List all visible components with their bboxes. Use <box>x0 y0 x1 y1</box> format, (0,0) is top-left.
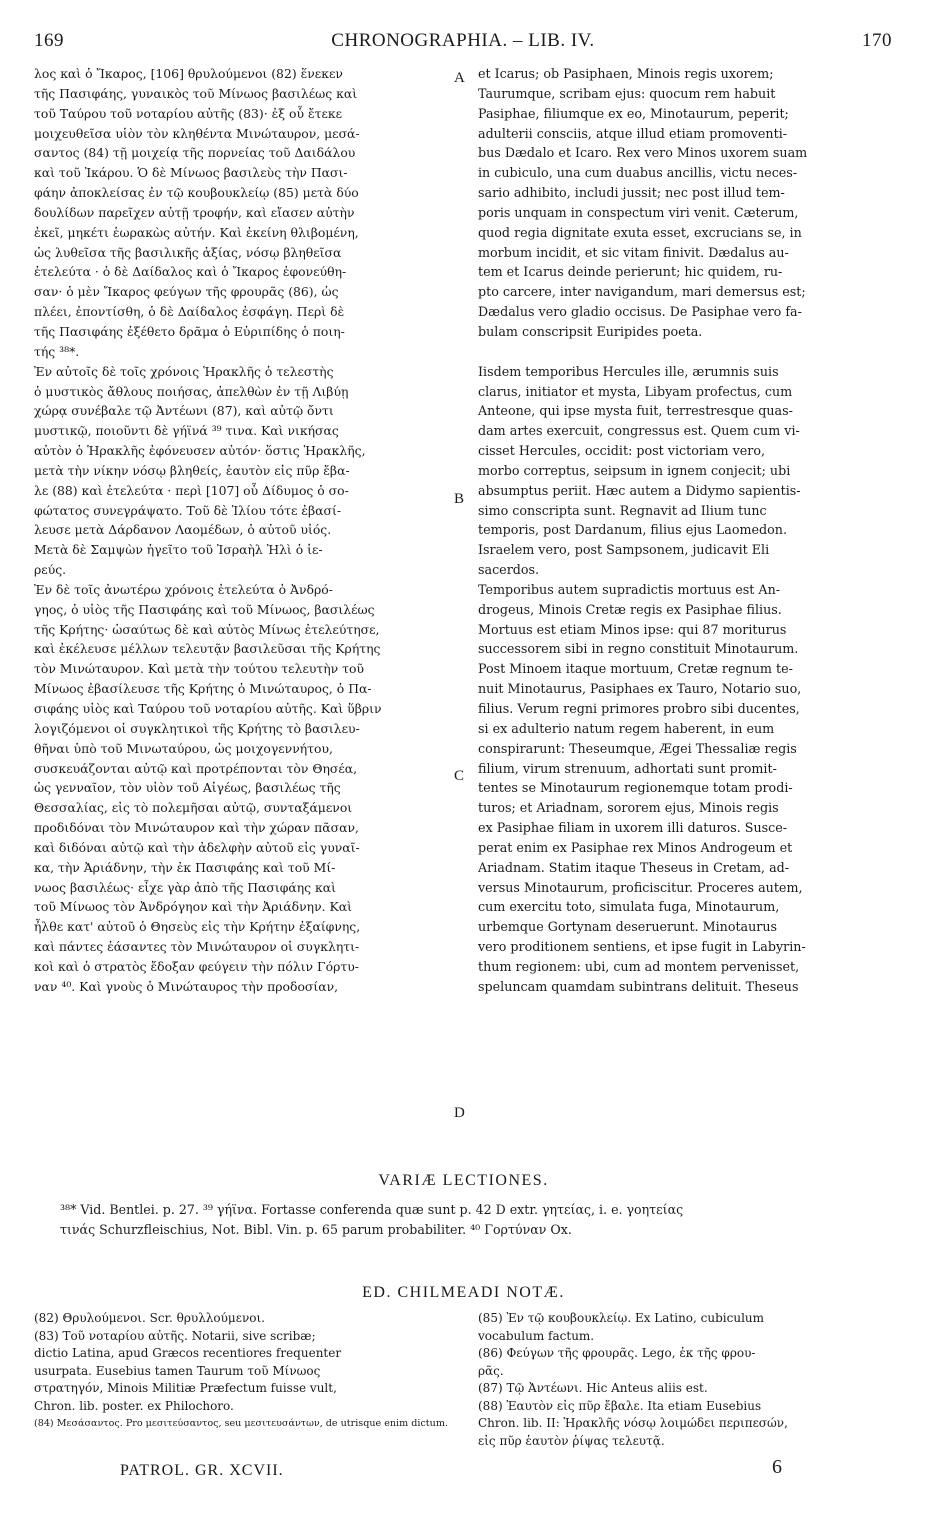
note-line: εἰς πῦρ ἑαυτὸν ῥίψας τελευτᾷ. <box>478 1433 665 1448</box>
latin-text-line: Pasiphae, filiumque ex eo, Minotaurum, peperit; <box>478 105 789 121</box>
latin-text-column <box>478 64 890 997</box>
note-line: (83) Τοῦ νοταρίου αὐτῆς. Notarii, sive scribæ; <box>34 1328 316 1343</box>
greek-text-line: ὡς γενναῖον, τὸν υἱὸν τοῦ Αἰγέως, βασιλέως τῆς <box>34 780 341 796</box>
greek-text-line: τοῦ Μίνωος τὸν Ἀνδρόγηον καὶ τὴν Ἀριάδνην. Καὶ <box>34 899 352 915</box>
greek-text-line: δουλίδων παρεῖχεν αὐτῇ τροφήν, καὶ εἴασεν αὐτὴν <box>34 204 355 220</box>
greek-text-line: χώρᾳ συνέβαλε τῷ Ἀντέωνι (87), καὶ αὐτῷ ὄντι <box>34 403 334 419</box>
greek-text-line: καὶ πάντες ἐάσαντες τὸν Μινώταυρον οἱ συγκλητι- <box>34 939 360 955</box>
latin-text-line: thum regionem: ubi, cum ad montem pervenisset, <box>478 958 800 974</box>
section-marker-a: A <box>454 70 465 86</box>
greek-text-line: φώτατος συνεγράψατο. Τοῦ δὲ Ἰλίου τότε ἐβασί- <box>34 502 342 518</box>
latin-text-line: cisset Hercules, occidit: post victoriam vero, <box>478 443 766 459</box>
latin-text-line: versus Minotaurum, proficiscitur. Proceres autem, <box>478 879 803 895</box>
greek-text-line: συσκευάζονται αὐτῷ καὶ προτρέπονται τὸν Θησέα, <box>34 760 358 776</box>
variae-lectiones-block <box>60 1200 890 1240</box>
note-line: usurpata. Eusebius tamen Taurum τοῦ Μίνωος <box>34 1363 321 1378</box>
latin-text-line: simo conscripta sunt. Regnavit ad Ilium tunc <box>478 502 767 518</box>
latin-text-line: temporis, post Dardanum, filius ejus Laomedon. <box>478 522 788 538</box>
latin-text-line: cum exercitu toto, simulata fuga, Minotaurum, <box>478 899 780 915</box>
greek-text-line: ἐκεῖ, μηκέτι ἑωρακὼς αὐτήν. Καὶ ἐκείνη θλιβομένη, <box>34 224 359 240</box>
greek-text-line: ὡς λυθεῖσα τῆς βασιλικῆς ἀξίας, νόσῳ βληθεῖσα <box>34 244 342 260</box>
latin-text-line: filius. Verum regni primores probro sibi ducentes, <box>478 701 800 716</box>
note-line: (82) Θρυλούμενοι. Scr. θρυλλούμενοι. <box>34 1311 265 1325</box>
variae-line: ³⁸* Vid. Bentlei. p. 27. ³⁹ γήϊνα. Fortasse conferenda quæ sunt p. 42 D extr. γητείας, i. e. γοητείας <box>60 1202 684 1217</box>
greek-text-line: προδιδόναι τὸν Μινώταυρον καὶ τὴν χώραν πᾶσαν, <box>34 820 359 836</box>
greek-text-line: κοὶ καὶ ὁ στρατὸς ἔδοξαν φεύγειν τὴν πόλιν Γόρτυ- <box>34 958 359 974</box>
greek-text-line: μυστικῷ, ποιοῦντι δὲ γήϊνά ³⁹ τινα. Καὶ νικήσας <box>34 423 339 439</box>
greek-text-line: κα, τὴν Ἀριάδνην, τὴν ἐκ Πασιφάης καὶ τοῦ Μί- <box>34 859 336 875</box>
greek-text-line: λογιζόμενοι οἱ συγκλητικοὶ τῆς Κρήτης τὸ βασιλευ- <box>34 720 360 736</box>
greek-text-line: τής ³⁸*. <box>34 343 80 359</box>
note-line: (86) Φεύγων τῆς φρουρᾶς. Lego, ἐκ τῆς φρου- <box>478 1346 756 1360</box>
greek-text-line: ἐτελεύτα · ὁ δὲ Δαίδαλος καὶ ὁ Ἴκαρος ἐφονεύθη- <box>34 264 347 280</box>
greek-text-line: καὶ τοῦ Ἰκάρου. Ὁ δὲ Μίνωος βασιλεὺς τὴν Πασι- <box>34 165 348 181</box>
notes-left-column <box>34 1310 459 1433</box>
latin-text-line: Taurumque, scribam ejus: quocum rem habuit <box>478 85 776 101</box>
latin-text-line: morbum incidit, et sic vitam finivit. Dædalus au- <box>478 244 789 260</box>
greek-text-line: σαν· ὁ μὲν Ἴκαρος φεύγων τῆς φρουρᾶς (86), ὡς <box>34 284 339 300</box>
latin-text-line: morbo correptus, seipsum in ignem conjecit; ubi <box>478 462 791 478</box>
greek-text-line: πλέει, ἐποντίσθη, ὁ δὲ Δαίδαλος ἐσφάγη. Περὶ δὲ <box>34 304 345 320</box>
note-line: στρατηγόν, Minois Militiæ Præfectum fuisse vult, <box>34 1381 337 1395</box>
latin-text-line: nuit Minotaurus, Pasiphaes ex Tauro, Notario suo, <box>478 681 802 697</box>
latin-text-line: sacerdos. <box>478 562 540 578</box>
note-line: (85) Ἐν τῷ κουβουκλείῳ. Ex Latino, cubiculum <box>478 1311 765 1325</box>
latin-text-line: Mortuus est etiam Minos ipse: qui 87 moriturus <box>478 621 787 637</box>
latin-text-line: pto carcere, inter navigandum, mari demersus est; <box>478 284 806 300</box>
greek-text-line: τῆς Πασιφάης, γυναικὸς τοῦ Μίνωος βασιλέως καὶ <box>34 85 358 101</box>
footer-signature: 6 <box>772 1456 782 1478</box>
greek-text-line: τῆς Πασιφάης ἐξέθετο δρᾶμα ὁ Εὐριπίδης ὁ ποιη- <box>34 323 345 339</box>
latin-text-line: absumptus periit. Hæc autem a Didymo sapientis- <box>478 482 801 498</box>
latin-text-line: et Icarus; ob Pasiphaen, Minois regis uxorem; <box>478 66 774 81</box>
latin-text-line: in cubiculo, una cum duabus ancillis, victu neces- <box>478 165 798 181</box>
latin-text-line: tem et Icarus deinde perierunt; hic quidem, ru- <box>478 264 783 280</box>
latin-text-line: clarus, initiator et mysta, Libyam profectus, cum <box>478 383 793 399</box>
greek-text-line: μετὰ τὴν νίκην νόσῳ βληθείς, ἑαυτὸν εἰς πῦρ ἔβα- <box>34 462 350 478</box>
greek-text-line: ρεύς. <box>34 562 67 578</box>
latin-text-line: successorem sibi in regno constituit Minotaurum. <box>478 641 799 657</box>
latin-text-line: turos; et Ariadnam, sororem ejus, Minois regis <box>478 800 779 816</box>
running-title: CHRONOGRAPHIA. – LIB. IV. <box>331 30 595 51</box>
latin-text-line: Post Minoem itaque mortuum, Cretæ regnum te- <box>478 661 793 677</box>
section-marker-c: C <box>454 768 465 784</box>
note-line: Chron. lib. poster. ex Philochoro. <box>34 1398 234 1413</box>
latin-text-line: conspirarunt: Theseumque, Ægei Thessaliæ regis <box>478 740 797 756</box>
greek-text-line: καὶ ἐκέλευσε μέλλων τελευτᾷν βασιλεῦσαι τῆς Κρήτης <box>34 641 381 657</box>
latin-text-line: Anteone, qui ipse mysta fuit, terrestresque quas- <box>478 403 793 419</box>
greek-text-line: σαντος (84) τῇ μοιχείᾳ τῆς πορνείας τοῦ Δαιδάλου <box>34 145 356 161</box>
latin-text-line: urbemque Gortynam deseruerunt. Minotaurus <box>478 919 778 935</box>
latin-text-line: vero proditionem sentiens, et ipse fugit in Labyrin- <box>478 939 806 955</box>
greek-text-line: Μετὰ δὲ Σαμψὼν ἡγεῖτο τοῦ Ἰσραὴλ Ἠλὶ ὁ ἱε- <box>34 542 323 558</box>
greek-text-line: αὐτὸν ὁ Ἡρακλῆς ἐφόνευσεν αὐτόν· ὅστις Ἡρακλῆς, <box>34 443 366 459</box>
latin-text-line: dam artes exercuit, congressus est. Quem cum vi- <box>478 423 800 439</box>
greek-text-line: τὸν Μινώταυρον. Καὶ μετὰ τὴν τούτου τελευτὴν τοῦ <box>34 661 364 677</box>
greek-text-line: μοιχευθεῖσα υἱὸν τὸν κληθέντα Μινώταυρον, μεσά- <box>34 125 360 141</box>
latin-text-line: ex Pasiphae filiam in uxorem illi daturos. Susce- <box>478 820 788 836</box>
latin-text-line: tentes se Minotaurum regionemque totam prodi- <box>478 780 793 796</box>
section-marker-d: D <box>454 1105 465 1121</box>
greek-text-line: Ἐν αὐτοῖς δὲ τοῖς χρόνοις Ἡρακλῆς ὁ τελεστὴς <box>34 363 334 379</box>
chilmeadi-notes-heading: ED. CHILMEADI NOTÆ. <box>362 1284 565 1301</box>
latin-text-line: sario adhibito, includi jussit; nec post illud tem- <box>478 185 785 201</box>
greek-text-line: θῆναι ὑπὸ τοῦ Μινωταύρου, ὡς μοιχογεννήτου, <box>34 740 333 756</box>
latin-text-line: bus Dædalo et Icaro. Rex vero Minos uxorem suam <box>478 145 808 161</box>
latin-text-line: Temporibus autem supradictis mortuus est An- <box>478 581 781 597</box>
greek-text-line: σιφάης υἱὸς καὶ Ταύρου τοῦ νοταρίου αὐτῆς. Καὶ ὕβριν <box>34 701 382 716</box>
greek-text-line: γηος, ὁ υἱὸς τῆς Πασιφάης καὶ τοῦ Μίνωος, βασιλέως <box>34 601 375 617</box>
latin-text-line: si ex adulterio natum regem haberent, in eum <box>478 720 775 736</box>
latin-text-line: speluncam quamdam subintrans delituit. Theseus <box>478 978 799 994</box>
footer-volume: PATROL. GR. XCVII. <box>120 1462 284 1479</box>
note-line: (88) Ἑαυτὸν εἰς πῦρ ἔβαλε. Ita etiam Eusebius <box>478 1398 762 1413</box>
greek-text-line: Ἐν δὲ τοῖς ἀνωτέρω χρόνοις ἐτελεύτα ὁ Ἀνδρό- <box>34 581 333 597</box>
latin-text-line: drogeus, Minois Cretæ regis ex Pasiphae filius. <box>478 601 782 617</box>
latin-text-line <box>478 342 890 362</box>
note-line: dictio Latina, apud Græcos recentiores frequenter <box>34 1346 342 1360</box>
variae-lectiones-heading: VARIÆ LECTIONES. <box>378 1172 549 1189</box>
greek-text-line: ὁ μυστικὸς ἄθλους ποιήσας, ἀπελθὼν ἐν τῇ Λιβύῃ <box>34 383 349 399</box>
greek-text-line: Θεσσαλίας, εἰς τὸ πολεμῆσαι αὐτῷ, συνταξάμενοι <box>34 800 353 816</box>
note-line: (87) Τῷ Ἀντέωνι. Hic Anteus aliis est. <box>478 1381 708 1395</box>
note-line: ρᾶς. <box>478 1363 504 1378</box>
latin-text-line: Dædalus vero gladio occisus. De Pasiphae vero fa- <box>478 304 802 320</box>
latin-text-line: Ariadnam. Statim itaque Theseus in Cretam, ad- <box>478 859 790 875</box>
latin-text-line: bulam conscripsit Euripides poeta. <box>478 323 703 339</box>
notes-right-column <box>478 1310 890 1450</box>
note-line: Chron. lib. II: Ἡρακλῆς νόσῳ λοιμώδει περιπεσών, <box>478 1416 788 1430</box>
latin-text-line: poris unquam in conspectum viri venit. Cæterum, <box>478 204 799 220</box>
latin-text-line: quod regia dignitate exuta esset, excrucians se, in <box>478 224 802 240</box>
page-number-right: 170 <box>862 30 892 51</box>
greek-text-line: νωος βασιλέως· εἶχε γὰρ ἀπὸ τῆς Πασιφάης καὶ <box>34 879 337 895</box>
note-line: vocabulum factum. <box>478 1328 595 1343</box>
greek-text-line: καὶ διδόναι αὐτῷ καὶ τὴν ἀδελφὴν αὐτοῦ εἰς γυναῖ- <box>34 839 360 855</box>
running-header <box>34 30 892 60</box>
latin-text-line: perat enim ex Pasiphae rex Minos Androgeum et <box>478 839 793 855</box>
greek-text-column <box>34 64 459 997</box>
greek-text-line: λε (88) καὶ ἐτελεύτα · περὶ [107] οὗ Δίδυμος ὁ σο- <box>34 482 349 498</box>
greek-text-line: λευσε μετὰ Δάρδανον Λαομέδων, ὁ αὐτοῦ υἱός. <box>34 522 332 538</box>
greek-text-line: ναν ⁴⁰. Καὶ γνοὺς ὁ Μινώταυρος τὴν προδοσίαν, <box>34 978 339 994</box>
greek-text-line: Μίνωος ἐβασίλευσε τῆς Κρήτης ὁ Μινώταυρος, ὁ Πα- <box>34 681 372 697</box>
greek-text-line: τῆς Κρήτης· ὡσαύτως δὲ καὶ αὐτὸς Μίνως ἐτελεύτησε, <box>34 621 380 637</box>
page-number-left: 169 <box>34 30 64 51</box>
variae-line: τινάς Schurzfleischius, Not. Bibl. Vin. p. 65 parum probabiliter. ⁴⁰ Γορτύναν Ox. <box>60 1222 572 1237</box>
latin-text-line: filium, virum strenuum, adhortati sunt promit- <box>478 760 777 776</box>
latin-text-line: adulterii consciis, atque illud etiam promoventi- <box>478 125 788 141</box>
greek-text-line: λος καὶ ὁ Ἴκαρος, [106] θρυλούμενοι (82) ἕνεκεν <box>34 66 343 81</box>
greek-text-line: ἦλθε κατ' αὐτοῦ ὁ Θησεὺς εἰς τὴν Κρήτην ἐξαίφνης, <box>34 919 361 935</box>
greek-text-line: φάην ἀποκλείσας ἐν τῷ κουβουκλείῳ (85) μετὰ δύο <box>34 185 359 201</box>
section-marker-b: B <box>454 491 465 507</box>
greek-text-line: τοῦ Ταύρου τοῦ νοταρίου αὐτῆς (83)· ἐξ οὗ ἔτεκε <box>34 105 343 121</box>
latin-text-line: Israelem vero, post Sampsonem, judicavit Eli <box>478 542 770 558</box>
note-line: (84) Μεσάσαντος. Pro μεσιτεύσαντος, seu μεσιτευσάντων, de utrisque enim dictum. <box>34 1418 448 1429</box>
latin-text-line: Iisdem temporibus Hercules ille, ærumnis suis <box>478 363 779 379</box>
